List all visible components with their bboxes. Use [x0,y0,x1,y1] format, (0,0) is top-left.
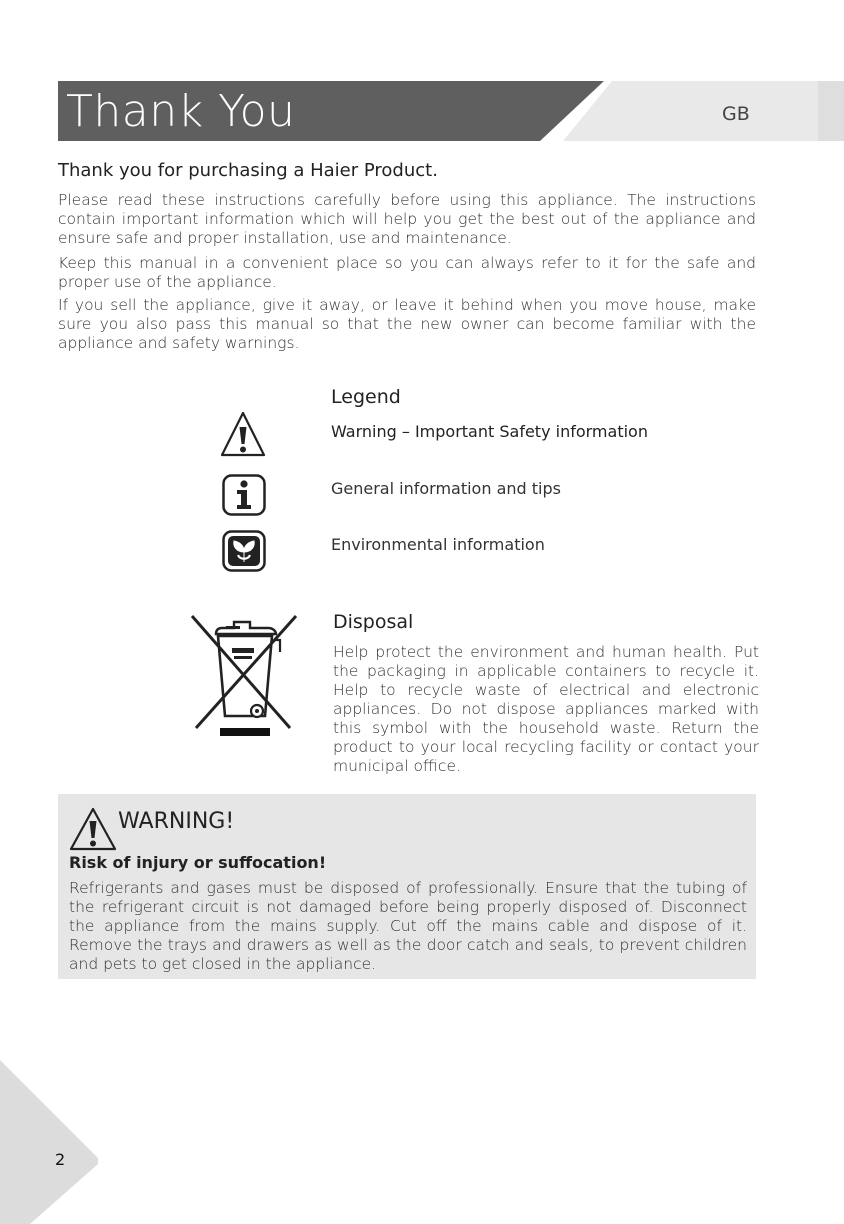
intro-paragraph-2: Keep this manual in a convenient place so you can always refer to it for the safe and proper use of the appliance. [58,254,756,291]
intro-paragraph-3: If you sell the appliance, give it away, or leave it behind when you move house, make sure you also pass this manual so that the new owner can become familiar with the appliance and safety warnings. [58,296,756,352]
legend-label-info: General information and tips [331,479,561,498]
intro-heading: Thank you for purchasing a Haier Product. [58,160,438,181]
info-icon [222,474,266,516]
banner-edge [818,81,844,141]
disposal-text: Help protect the environment and human health. Put the packaging in applicable containers to recycle it. Help to recycle waste of electrical and electronic appliances. Do not dispose appliances marked with this symbol with the household waste. Return the product to your local recycling facility or contact your municipal office. [333,643,759,775]
intro-paragraph-1: Please read these instructions carefully before using this appliance. The instructions contain important information which will help you get the best out of the appliance and ensure safe and proper installation, use and maintenance. [58,191,756,247]
warning-heading: WARNING! [118,809,235,834]
legend-title: Legend [331,386,401,408]
page-number: 2 [55,1150,66,1169]
legend-label-environment: Environmental information [331,535,545,554]
legend-label-warning: Warning – Important Safety information [331,422,648,441]
environment-icon [222,530,266,572]
region-code: GB [722,103,750,125]
warning-triangle-icon [219,410,267,458]
warning-box-triangle-icon [68,806,118,852]
page-title: Thank You [66,86,296,137]
banner-light-tab [563,81,844,141]
warning-text: Refrigerants and gases must be disposed of professionally. Ensure that the tubing of the refrigerant circuit is not damaged before being properly disposed of. Disconnect the appliance from the mains supply. Cut off the mains cable and dispose of it. Remove the trays and drawers as well as the door catch and seals, to prevent children and pets to get closed in the appliance. [69,879,747,973]
warning-subheading: Risk of injury or suffocation! [69,853,327,872]
crossed-bin-icon [188,612,300,740]
disposal-title: Disposal [333,611,414,633]
corner-decoration [0,1060,110,1224]
